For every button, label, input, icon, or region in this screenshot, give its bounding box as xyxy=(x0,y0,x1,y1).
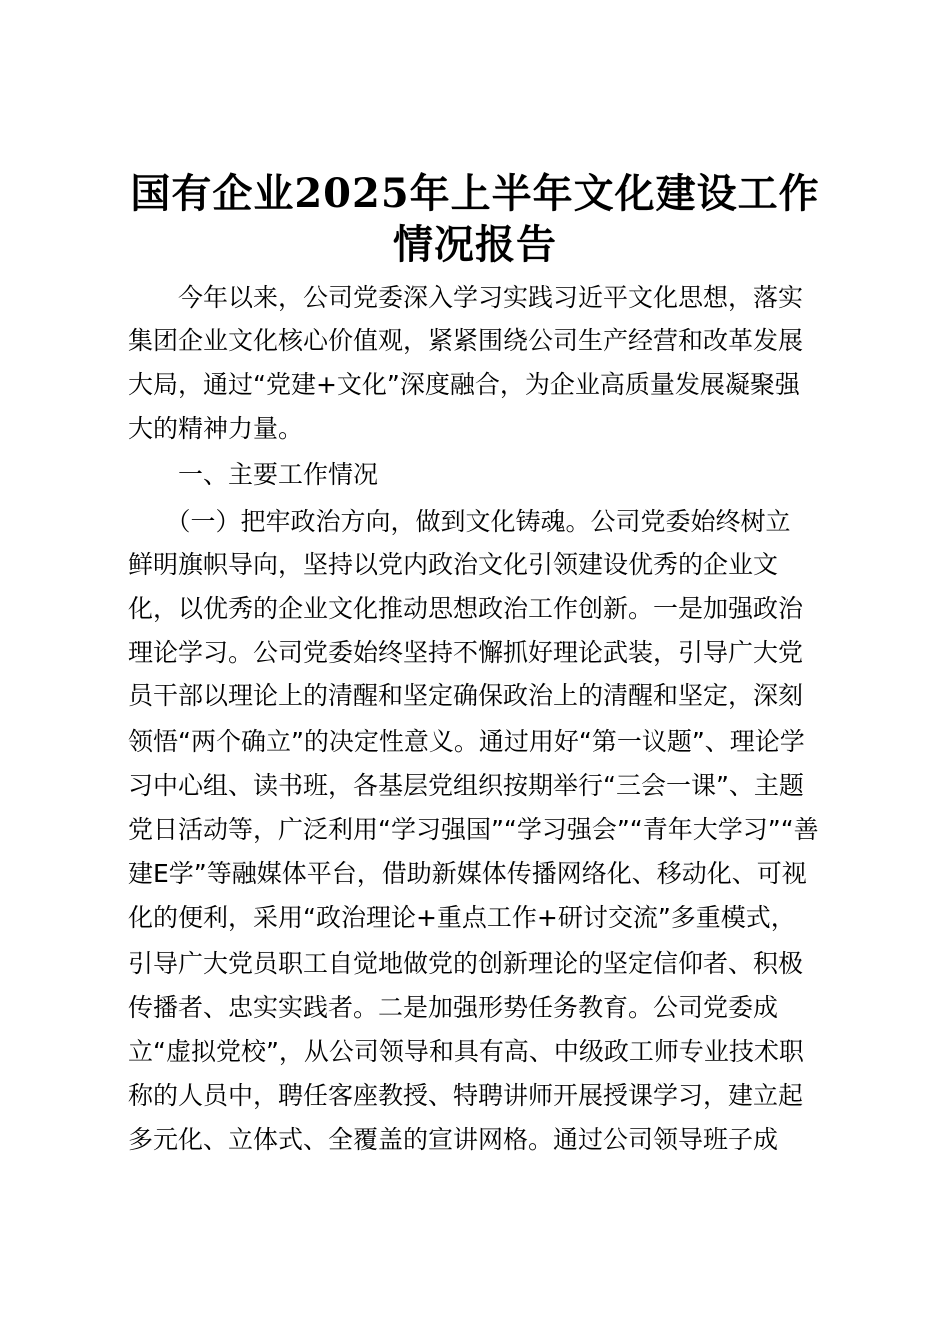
body-line: 立“虚拟党校”，从公司领导和具有高、中级政工师专业技术职 xyxy=(128,1037,804,1066)
body-line: 今年以来，公司党委深入学习实践习近平文化思想，落实 xyxy=(128,283,804,312)
body-line: 党日活动等，广泛利用“学习强国”“学习强会”“青年大学习”“善 xyxy=(128,815,819,844)
body-line: 习中心组、读书班，各基层党组织按期举行“三会一课”、主题 xyxy=(128,771,804,800)
body-line: 引导广大党员职工自觉地做党的创新理论的坚定信仰者、积极 xyxy=(128,949,804,978)
body-line: 称的人员中，聘任客座教授、特聘讲师开展授课学习，建立起 xyxy=(128,1081,804,1110)
body-line: 大的精神力量。 xyxy=(128,414,304,443)
body-line: 领悟“两个确立”的决定性意义。通过用好“第一议题”、理论学 xyxy=(128,727,805,756)
body-line: 大局，通过“党建+文化”深度融合，为企业高质量发展凝聚强 xyxy=(128,370,800,399)
section-heading: 一、主要工作情况 xyxy=(128,460,379,489)
body-line: 多元化、立体式、全覆盖的宣讲网格。通过公司领导班子成 xyxy=(128,1125,779,1154)
body-line: 集团企业文化核心价值观，紧紧围绕公司生产经营和改革发展 xyxy=(128,326,804,355)
body-line: 化的便利，采用“政治理论+重点工作+研讨交流”多重模式， xyxy=(128,903,796,932)
body-line: 鲜明旗帜导向，坚持以党内政治文化引领建设优秀的企业文 xyxy=(128,550,779,579)
document-title-line-2: 情况报告 xyxy=(393,221,557,268)
body-line: 化，以优秀的企业文化推动思想政治工作创新。一是加强政治 xyxy=(128,594,804,623)
body-line: 建E学”等融媒体平台，借助新媒体传播网络化、移动化、可视 xyxy=(128,859,807,888)
body-line: 传播者、忠实实践者。二是加强形势任务教育。公司党委成 xyxy=(128,993,779,1022)
body-line: 理论学习。公司党委始终坚持不懈抓好理论武装，引导广大党 xyxy=(128,638,804,667)
body-line: （一）把牢政治方向，做到文化铸魂。公司党委始终树立 xyxy=(128,507,791,536)
body-line: 员干部以理论上的清醒和坚定确保政治上的清醒和坚定，深刻 xyxy=(128,681,804,710)
document-title-line-1: 国有企业2025年上半年文化建设工作 xyxy=(130,170,820,217)
